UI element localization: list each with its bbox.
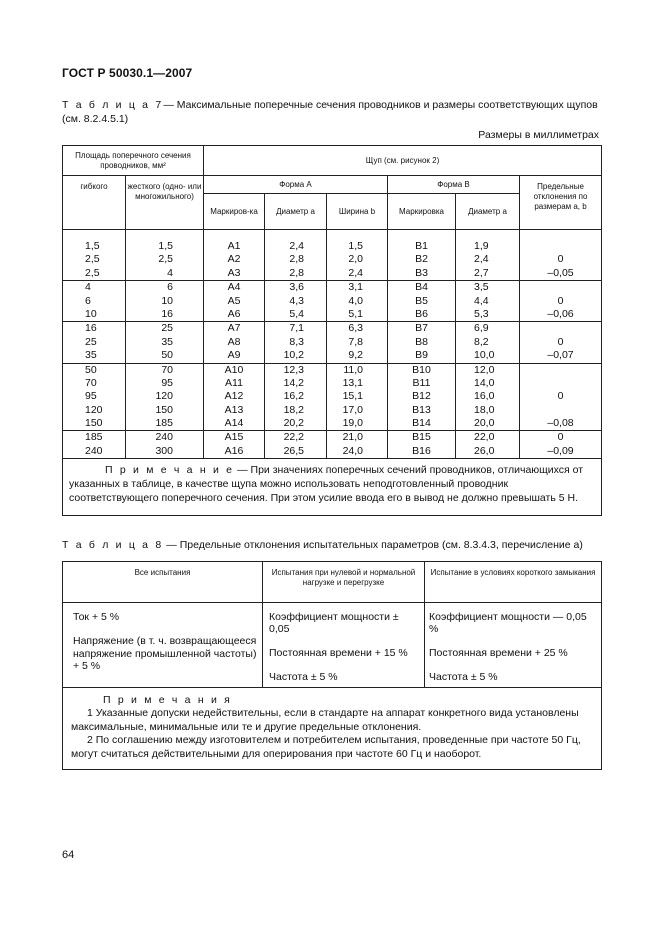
form-a-marking-cell: [204, 322, 265, 363]
form-b-diameter-cell: [456, 322, 520, 363]
form-a-marking-value: A16: [224, 444, 244, 457]
header-rigid: жесткого (одно- или многожильного): [126, 176, 204, 230]
form-b-marking-cell: [388, 230, 456, 281]
form-a-width-value: 5,1: [348, 307, 363, 320]
form-b-diameter-value: 10,0: [474, 349, 495, 362]
zero-load-time-constant: Постоянная времени + 15 %: [269, 647, 408, 659]
table7-row-group: [63, 230, 602, 281]
zero-load-frequency: Частота ± 5 %: [269, 671, 338, 683]
form-a-diameter-cell: [265, 230, 327, 281]
header-short-circuit: Испытание в условиях короткого замыкания: [425, 562, 602, 603]
table7-row-group: [63, 431, 602, 459]
form-b-marking-cell: [388, 322, 456, 363]
form-a-marking-cell: [204, 281, 265, 322]
table8-caption-text: — Предельные отклонения испытательных параметров (см. 8.3.4.3, перечисление а): [163, 539, 583, 551]
header-probe: Щуп (см. рисунок 2): [204, 146, 602, 176]
form-b-diameter-cell: [456, 281, 520, 322]
rigid-section-value: 185: [155, 417, 173, 430]
form-a-marking-value: A4: [227, 281, 241, 294]
flex-section-value: 16: [85, 322, 97, 335]
form-a-marking-cell: [204, 230, 265, 281]
page-number: 64: [62, 849, 75, 861]
short-circuit-cell: [425, 603, 602, 688]
form-a-diameter-value: 14,2: [283, 376, 304, 389]
form-b-marking-value: B5: [415, 294, 428, 307]
form-a-marking-cell: [204, 363, 265, 431]
table8-caption: [62, 539, 583, 551]
header-all-tests: Все испытания: [63, 562, 263, 603]
rigid-section-value: 70: [161, 363, 173, 376]
document-id: ГОСТ Р 50030.1—2007: [62, 66, 193, 80]
header-mark-a: Маркиров-ка: [204, 194, 265, 230]
form-a-diameter-value: 16,2: [283, 390, 304, 403]
form-a-diameter-value: 10,2: [283, 349, 304, 362]
form-a-width-value: 2,4: [348, 266, 363, 279]
rigid-section-value: 6: [167, 281, 173, 294]
form-a-width-cell: [327, 431, 388, 459]
flex-section-value: 6: [85, 294, 91, 307]
form-b-marking-value: B6: [415, 307, 428, 320]
form-a-diameter-value: 7,1: [289, 322, 304, 335]
rigid-section-value: 1,5: [158, 240, 173, 252]
rigid-section-value: 2,5: [158, 253, 173, 266]
rigid-section-value: 10: [161, 294, 173, 307]
all-tests-cell: [63, 603, 263, 688]
tolerance-cell: [520, 230, 602, 281]
all-tests-current: Ток + 5 %: [73, 611, 120, 623]
table7-caption-label: Т а б л и ц а 7: [62, 99, 164, 111]
rigid-section-value: 150: [155, 403, 173, 416]
rigid-section-value: 50: [161, 349, 173, 362]
form-b-diameter-value: 14,0: [474, 376, 495, 389]
table8-notes: [63, 688, 602, 770]
form-b-diameter-value: 2,4: [474, 253, 489, 266]
form-a-marking-value: A10: [224, 363, 244, 376]
form-a-width-cell: [327, 281, 388, 322]
form-b-marking-value: B12: [412, 390, 431, 403]
form-a-marking-value: A1: [227, 240, 241, 252]
form-a-diameter-value: 5,4: [289, 307, 304, 320]
table7-note-text: — При значениях поперечных сечений проводников, отличающихся от указанных в таблице, в качестве щупа можно использовать неподготовленный проводник соответствующего поперечного сечения. При этом усилие ввода его в вывод не должно превышать 5 Н.: [69, 464, 584, 505]
form-b-marking-value: B9: [415, 349, 428, 362]
form-a-width-value: 9,2: [348, 349, 363, 362]
form-a-diameter-value: 2,8: [289, 253, 304, 266]
form-b-diameter-value: 12,0: [474, 363, 495, 376]
rigid-section-value: 95: [161, 376, 173, 389]
tolerance-value: –0,05: [547, 266, 574, 279]
flex-section-value: 240: [85, 444, 103, 457]
table7-caption-text: — Максимальные поперечные сечения проводников и размеры соответствующих щупов (см. 8.2.4.5.1): [62, 99, 598, 125]
form-b-marking-cell: [388, 363, 456, 431]
form-a-diameter-value: 4,3: [289, 294, 304, 307]
rigid-section-cell: [126, 281, 204, 322]
rigid-section-cell: [126, 363, 204, 431]
table8: [62, 561, 602, 770]
form-a-width-cell: [327, 322, 388, 363]
form-a-width-value: 11,0: [343, 363, 363, 376]
table8-notes-label: П р и м е ч а н и я: [103, 694, 233, 706]
form-a-width-value: 7,8: [348, 335, 363, 348]
flex-section-value: 35: [85, 349, 97, 362]
form-b-diameter-value: 5,3: [474, 307, 489, 320]
tolerance-cell: [520, 281, 602, 322]
flex-section-cell: [63, 281, 126, 322]
form-b-diameter-cell: [456, 230, 520, 281]
form-b-marking-cell: [388, 281, 456, 322]
table7-caption: [62, 98, 600, 126]
form-b-marking-value: B14: [412, 417, 431, 430]
flex-section-cell: [63, 230, 126, 281]
rigid-section-value: 25: [161, 322, 173, 335]
form-a-width-value: 1,5: [348, 240, 363, 252]
tolerance-value: [520, 281, 601, 294]
header-mark-b: Маркировка: [388, 194, 456, 230]
short-circuit-frequency: Частота ± 5 %: [429, 671, 498, 683]
tolerance-value: [520, 240, 601, 253]
form-b-marking-value: B13: [412, 403, 431, 416]
form-a-width-value: 21,0: [342, 431, 363, 444]
short-circuit-time-constant: Постоянная времени + 25 %: [429, 647, 568, 659]
header-width-b: Ширина b: [327, 194, 388, 230]
rigid-section-value: 16: [161, 307, 173, 320]
table7-row-group: [63, 322, 602, 363]
form-b-diameter-value: 16,0: [474, 390, 495, 403]
flex-section-value: 10: [85, 307, 97, 320]
form-b-marking-value: B3: [415, 266, 428, 279]
form-a-marking-value: A6: [227, 307, 241, 320]
table8-note-1: 1 Указанные допуски недействительны, если в стандарте на аппарат конкретного вида установлены максимальные, минимальные или те и другие предельные отклонения.: [71, 707, 579, 733]
form-a-width-value: 13,1: [342, 376, 363, 389]
form-b-marking-value: B1: [415, 240, 428, 252]
form-a-width-value: 17,0: [342, 403, 363, 416]
zero-load-power-factor: Коэффициент мощности ± 0,05: [269, 611, 399, 635]
zero-load-cell: [263, 603, 425, 688]
form-a-marking-value: A3: [227, 266, 241, 279]
form-a-marking-value: A15: [224, 431, 244, 444]
flex-section-value: 50: [85, 363, 97, 376]
form-a-marking-value: A5: [227, 294, 241, 307]
form-a-width-cell: [327, 363, 388, 431]
form-a-marking-value: A11: [225, 376, 243, 389]
form-a-diameter-value: 2,4: [289, 240, 304, 252]
form-a-diameter-value: 3,6: [289, 281, 304, 294]
form-b-diameter-value: 8,2: [474, 335, 489, 348]
form-a-marking-value: A13: [224, 403, 244, 416]
tolerance-cell: [520, 363, 602, 431]
flex-section-value: 185: [85, 431, 103, 444]
form-b-marking-value: B16: [412, 444, 431, 457]
form-a-diameter-value: 18,2: [283, 403, 304, 416]
tolerance-value: [520, 404, 601, 417]
form-b-diameter-value: 22,0: [474, 431, 495, 444]
short-circuit-power-factor: Коэффициент мощности — 0,05 %: [429, 611, 587, 635]
tolerance-value: 0: [557, 390, 564, 403]
flex-section-cell: [63, 431, 126, 459]
rigid-section-value: 4: [167, 266, 173, 279]
form-a-diameter-cell: [265, 431, 327, 459]
tolerance-value: 0: [557, 335, 564, 348]
form-a-width-value: 2,0: [348, 253, 363, 266]
form-b-marking-value: B7: [415, 322, 428, 335]
form-a-marking-cell: [204, 431, 265, 459]
form-b-marking-value: B11: [412, 376, 431, 389]
tolerance-cell: [520, 431, 602, 459]
form-a-marking-value: A12: [224, 390, 244, 403]
flex-section-value: 95: [85, 390, 97, 403]
form-b-marking-value: B2: [415, 253, 428, 266]
table7-row-group: [63, 281, 602, 322]
form-b-diameter-value: 20,0: [474, 417, 495, 430]
table7-row-group: [63, 363, 602, 431]
header-area: Площадь поперечного сечения проводников, мм²: [63, 146, 204, 176]
form-b-diameter-value: 4,4: [474, 294, 489, 307]
table8-note-2: 2 По соглашению между изготовителем и потребителем испытания, проведенные при частоте 50 Гц, могут считаться действительными для оперирования при частоте 60 Гц и наоборот.: [71, 734, 581, 760]
table7: [62, 145, 602, 516]
flex-section-value: 2,5: [85, 266, 100, 279]
form-a-diameter-cell: [265, 281, 327, 322]
flex-section-value: 25: [85, 335, 97, 348]
form-b-diameter-value: 3,5: [474, 281, 489, 294]
all-tests-voltage: Напряжение (в т. ч. возвращающееся напряжение промышленной частоты) + 5 %: [73, 635, 257, 672]
form-b-marking-value: B8: [415, 335, 428, 348]
form-b-diameter-value: 6,9: [474, 322, 489, 335]
rigid-section-value: 120: [155, 390, 173, 403]
form-b-diameter-value: 18,0: [474, 403, 495, 416]
form-a-width-value: 19,0: [342, 417, 363, 430]
form-a-marking-value: A7: [227, 322, 241, 335]
flex-section-cell: [63, 363, 126, 431]
table7-note-label: П р и м е ч а н и е: [105, 464, 235, 477]
units-label: Размеры в миллиметрах: [478, 129, 599, 141]
header-diam-b: Диаметр a: [456, 194, 520, 230]
form-a-diameter-value: 26,5: [283, 444, 304, 457]
header-diam-a: Диаметр a: [265, 194, 327, 230]
rigid-section-cell: [126, 230, 204, 281]
form-b-diameter-cell: [456, 363, 520, 431]
flex-section-cell: [63, 322, 126, 363]
form-a-diameter-value: 22,2: [283, 431, 304, 444]
form-a-marking-value: A14: [224, 417, 244, 430]
form-a-width-value: 24,0: [342, 444, 363, 457]
form-a-width-cell: [327, 230, 388, 281]
form-a-marking-value: A9: [227, 349, 241, 362]
form-a-diameter-value: 20,2: [283, 417, 304, 430]
tolerance-value: 0: [557, 253, 564, 266]
form-a-diameter-value: 2,8: [289, 266, 304, 279]
table8-caption-label: Т а б л и ц а 8: [62, 539, 164, 551]
header-zero-load: Испытания при нулевой и нормальной нагрузке и перегрузке: [263, 562, 425, 603]
form-b-diameter-cell: [456, 431, 520, 459]
tolerance-value: –0,07: [547, 349, 574, 362]
form-b-diameter-value: 1,9: [474, 240, 489, 252]
form-a-diameter-cell: [265, 322, 327, 363]
tolerance-cell: [520, 322, 602, 363]
tolerance-value: 0: [557, 294, 564, 307]
form-a-diameter-cell: [265, 363, 327, 431]
tolerance-value: [520, 377, 601, 390]
flex-section-value: 120: [85, 403, 103, 416]
header-form-b: Форма В: [388, 176, 520, 194]
rigid-section-value: 35: [161, 335, 173, 348]
header-limits: Предельные отклонения по размерам a, b: [520, 176, 602, 230]
tolerance-value: [520, 322, 601, 335]
form-a-marking-value: A8: [227, 335, 241, 348]
form-a-diameter-value: 8,3: [289, 335, 304, 348]
flex-section-value: 4: [85, 281, 91, 294]
flex-section-value: 2,5: [85, 253, 100, 266]
tolerance-value: –0,06: [547, 307, 574, 320]
rigid-section-value: 300: [155, 444, 173, 457]
flex-section-value: 150: [85, 417, 103, 430]
table7-body: [63, 230, 602, 459]
form-a-marking-value: A2: [227, 253, 241, 266]
rigid-section-cell: [126, 322, 204, 363]
form-b-marking-value: B4: [415, 281, 428, 294]
tolerance-value: –0,08: [547, 417, 574, 430]
form-a-width-value: 4,0: [348, 294, 363, 307]
form-b-marking-cell: [388, 431, 456, 459]
form-b-diameter-value: 26,0: [474, 444, 495, 457]
tolerance-value: –0,09: [547, 444, 574, 457]
tolerance-value: [520, 364, 601, 377]
form-a-width-value: 3,1: [348, 281, 363, 294]
flex-section-value: 1,5: [85, 240, 100, 252]
tolerance-value: 0: [557, 431, 564, 444]
form-a-diameter-value: 12,3: [283, 363, 304, 376]
form-a-width-value: 6,3: [348, 322, 363, 335]
header-form-a: Форма А: [204, 176, 388, 194]
form-b-marking-value: B15: [412, 431, 431, 444]
flex-section-value: 70: [85, 376, 97, 389]
rigid-section-cell: [126, 431, 204, 459]
header-flex: гибкого: [63, 176, 126, 230]
rigid-section-value: 240: [155, 431, 173, 444]
table7-note: [63, 459, 602, 516]
form-b-diameter-value: 2,7: [474, 266, 489, 279]
form-a-width-value: 15,1: [342, 390, 363, 403]
form-b-marking-value: B10: [412, 363, 431, 376]
